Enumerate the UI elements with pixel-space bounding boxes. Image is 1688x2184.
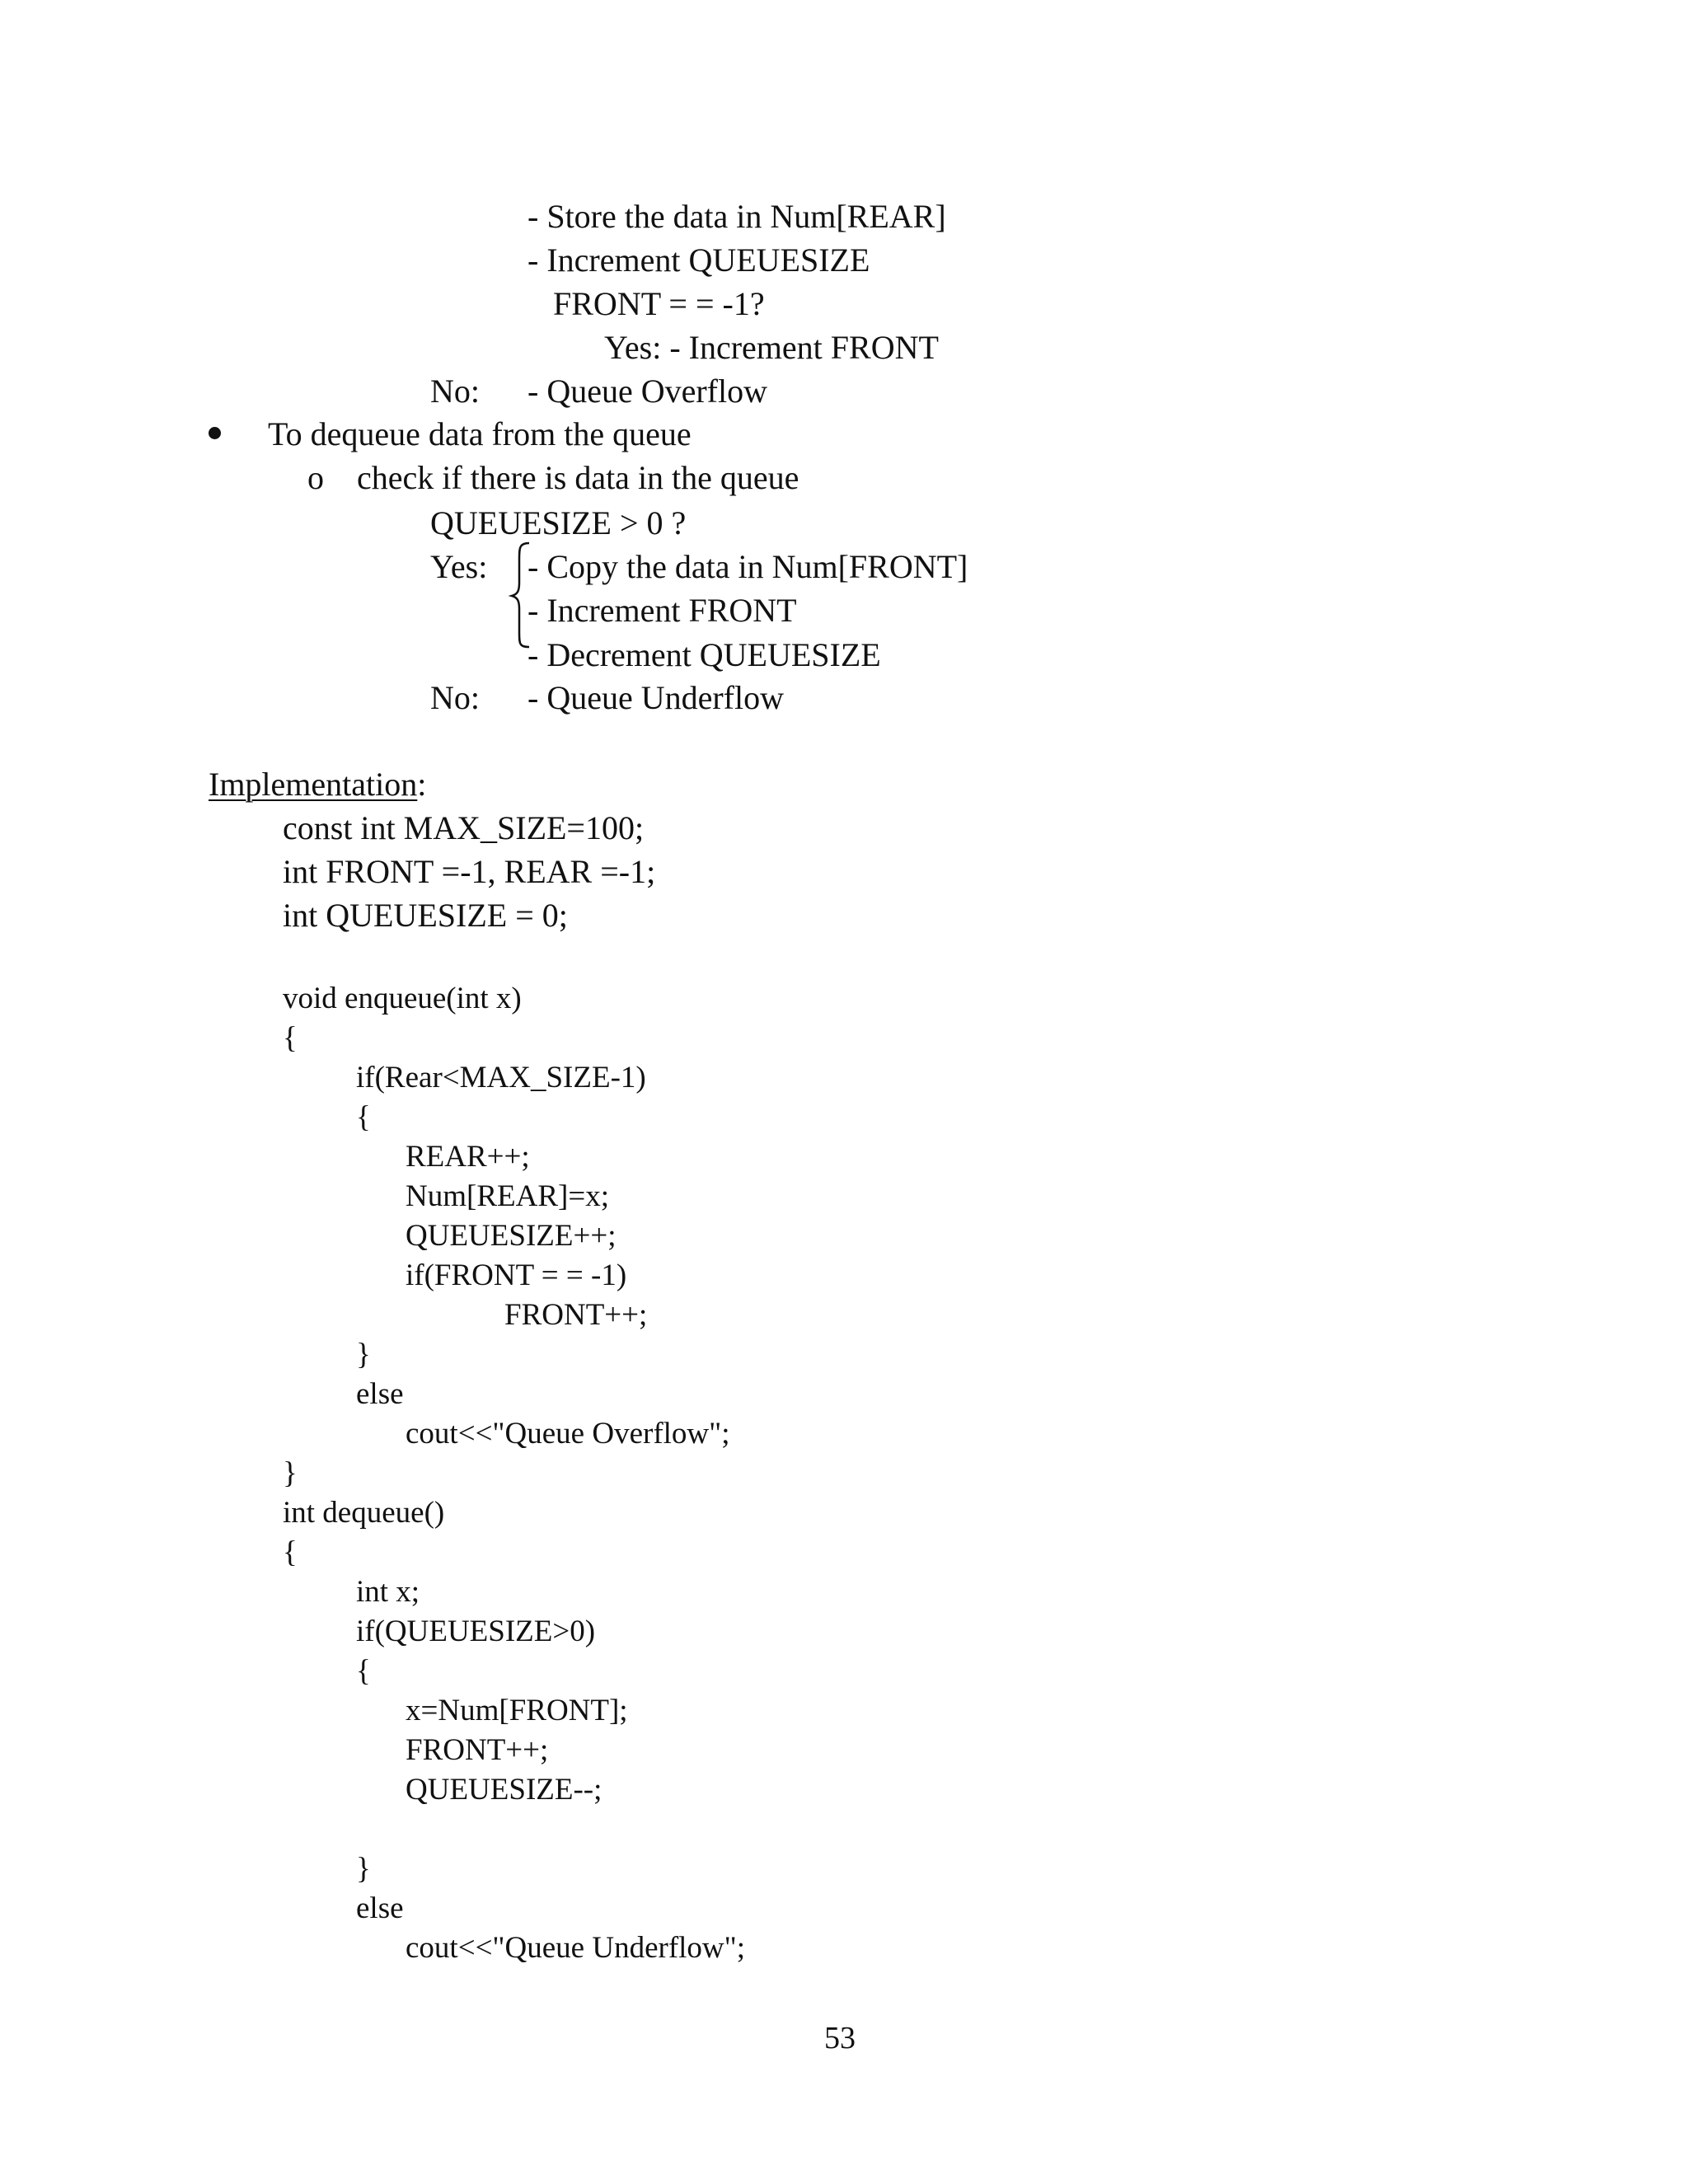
dequeue-condition: QUEUESIZE > 0 ? <box>430 504 687 541</box>
code-line: const int MAX_SIZE=100; <box>283 809 645 846</box>
code-line: { <box>283 1021 298 1055</box>
code-line: Num[REAR]=x; <box>406 1179 609 1213</box>
enqueue-step-increment-size: - Increment QUEUESIZE <box>528 241 870 279</box>
code-line: } <box>356 1338 371 1371</box>
code-line: else <box>356 1377 404 1411</box>
bullet-dot <box>209 427 221 439</box>
code-line: REAR++; <box>406 1140 530 1174</box>
code-line: QUEUESIZE--; <box>406 1773 603 1807</box>
sub-bullet-marker: o <box>307 459 324 496</box>
implementation-heading-colon: : <box>417 766 427 803</box>
code-line: } <box>283 1456 298 1490</box>
code-line: if(FRONT = = -1) <box>406 1258 627 1292</box>
dequeue-bullet-text: To dequeue data from the queue <box>268 415 692 452</box>
code-line: int dequeue() <box>283 1496 445 1530</box>
code-line: x=Num[FRONT]; <box>406 1694 628 1727</box>
code-line: FRONT++; <box>406 1733 549 1767</box>
implementation-heading <box>209 768 426 801</box>
dequeue-yes-label: Yes: <box>430 548 488 585</box>
dequeue-yes-step-increment-front: - Increment FRONT <box>528 592 797 629</box>
dequeue-yes-step-decrement-size: - Decrement QUEUESIZE <box>528 636 881 673</box>
code-line: { <box>283 1535 298 1569</box>
enqueue-front-yes: Yes: - Increment FRONT <box>604 329 939 366</box>
implementation-heading-text: Implementation <box>209 766 418 803</box>
code-line: { <box>356 1100 371 1134</box>
page-number: 53 <box>824 2021 856 2055</box>
code-line: int FRONT =-1, REAR =-1; <box>283 853 656 890</box>
enqueue-step-store: - Store the data in Num[REAR] <box>528 198 946 235</box>
code-line: } <box>356 1852 371 1886</box>
code-line: if(Rear<MAX_SIZE-1) <box>356 1061 646 1094</box>
dequeue-no-action: - Queue Underflow <box>528 679 784 716</box>
dequeue-yes-step-copy: - Copy the data in Num[FRONT] <box>528 548 968 585</box>
code-line: { <box>356 1654 371 1688</box>
code-line: FRONT++; <box>504 1298 648 1332</box>
dequeue-no-label: No: <box>430 679 480 716</box>
enqueue-front-check: FRONT = = -1? <box>553 285 765 322</box>
code-line: void enqueue(int x) <box>283 982 522 1015</box>
code-line: int QUEUESIZE = 0; <box>283 897 568 934</box>
enqueue-no-label: No: <box>430 373 480 410</box>
code-line: cout<<"Queue Underflow"; <box>406 1931 746 1965</box>
code-line: if(QUEUESIZE>0) <box>356 1615 596 1648</box>
code-line: cout<<"Queue Overflow"; <box>406 1417 730 1451</box>
code-line: QUEUESIZE++; <box>406 1219 617 1253</box>
dequeue-sub-text: check if there is data in the queue <box>357 459 799 496</box>
enqueue-no-action: - Queue Overflow <box>528 373 767 410</box>
code-line: else <box>356 1891 404 1925</box>
code-line: int x; <box>356 1575 420 1609</box>
